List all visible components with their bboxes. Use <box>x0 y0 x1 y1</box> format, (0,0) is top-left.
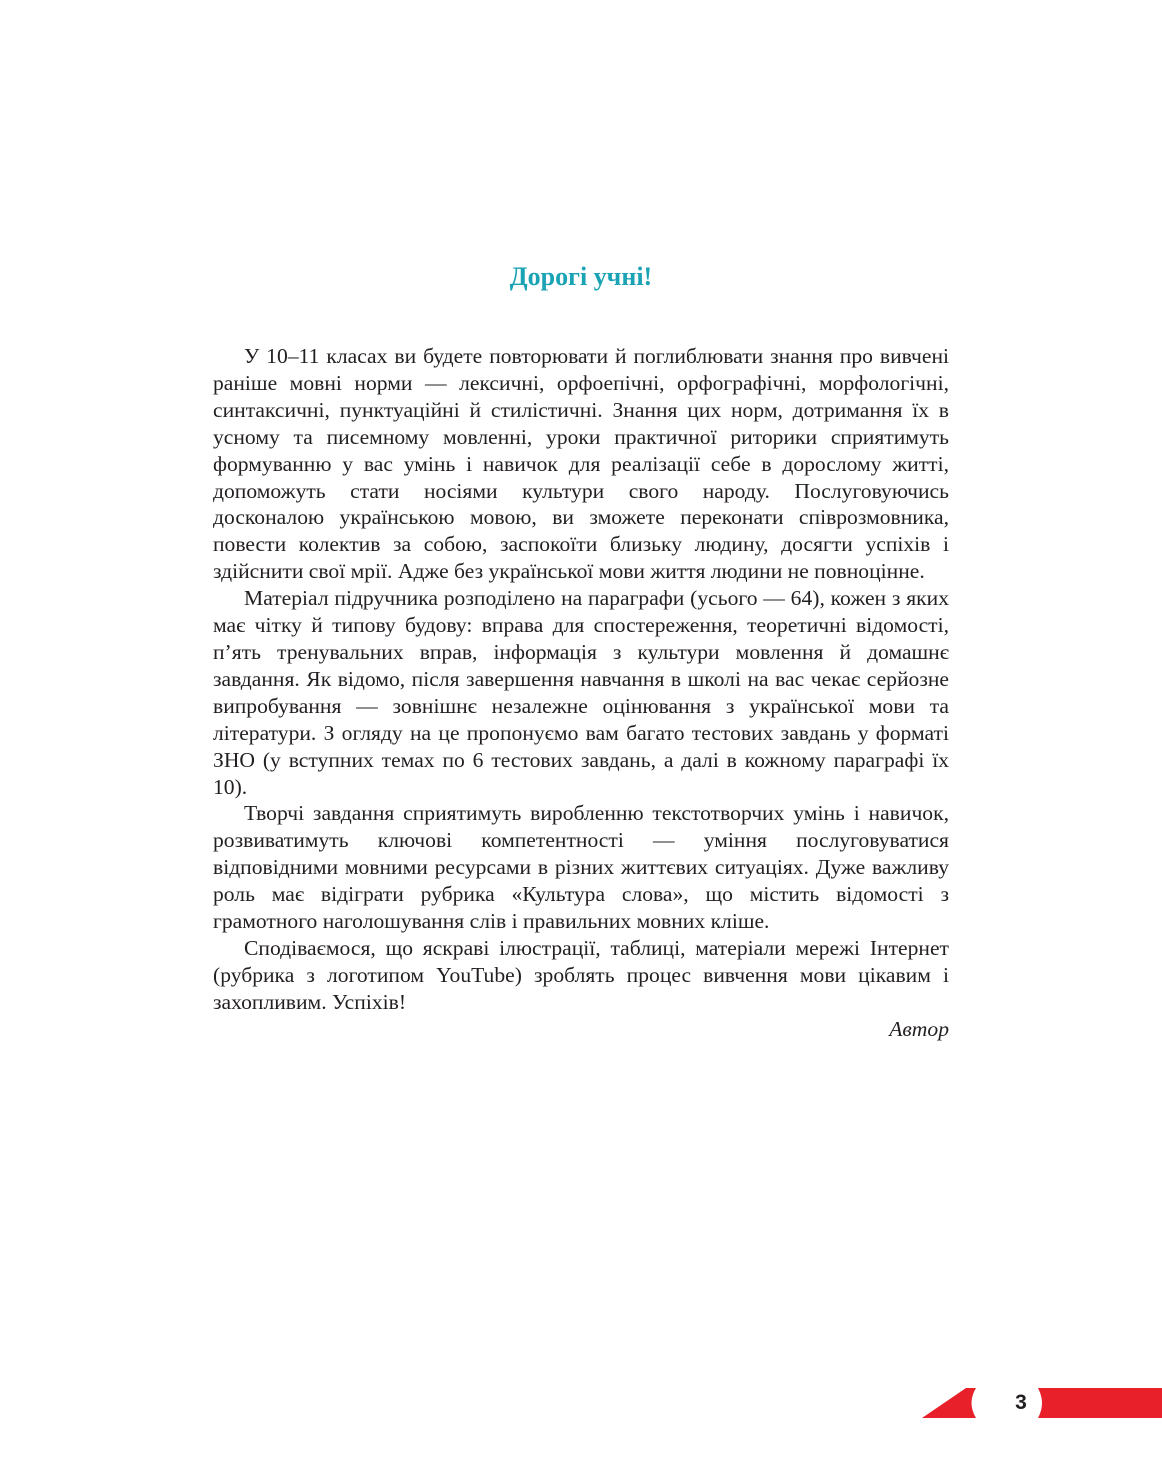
paragraph: Сподіваємося, що яскраві ілюстрації, таблиці, матеріали мережі Інтернет (рубрика з логотипом YouTube) зроблять процес вивчення мови цікавим і захопливим. Успіхів! <box>213 935 949 1014</box>
body-text <box>213 343 949 1043</box>
left-red-tab <box>922 1388 976 1418</box>
page-title: Дорогі учні! <box>509 262 653 291</box>
page-number: 3 <box>1015 1391 1027 1414</box>
paragraph: Матеріал підручника розподілено на параграфи (усього — 64), кожен з яких має чітку й типову будову: вправа для спостереження, теоретичні відомості, п’ять тренувальних вправ, інформація з культури мовлення й домашнє завдання. Як відомо, після завершення навчання в школі на вас чекає серйозне випробування — зовнішнє незалежне оцінювання з української мови та літератури. З огляду на це пропонуємо вам багато тестових завдань у форматі ЗНО (у вступних темах по 6 тестових завдань, а далі в кожному параграфі їх 10). <box>213 586 949 799</box>
author-signature: Автор <box>889 1016 949 1041</box>
paragraph: Творчі завдання сприятимуть виробленню текстотворчих умінь і навичок, розвиватимуть ключові компетентності — уміння послуговуватися відповідними мовними ресурсами в різних життєвих ситуаціях. Дуже важливу роль має відіграти рубрика «Культура слова», що містить відомості з грамотного наголошування слів і правильних мовних кліше. <box>213 801 949 934</box>
right-red-tab <box>1038 1388 1162 1418</box>
paragraph: У 10–11 класах ви будете повторювати й поглиблювати знання про вивчені раніше мовні норми — лексичні, орфоепічні, орфографічні, морфологічні, синтаксичні, пунктуаційні й стилістичні. Знання цих норм, дотримання їх в усному та писемному мовленні, уроки практичної риторики сприятимуть формуванню у вас умінь і навичок для реалізації себе в дорослому житті, допоможуть стати носіями культури свого народу. Послуговуючись досконалою українською мовою, ви зможете переконати співрозмовника, повести колектив за собою, заспокоїти близьку людину, досягти успіхів і здійснити свої мрії. Адже без української мови життя людини не повноцінне. <box>213 344 949 584</box>
